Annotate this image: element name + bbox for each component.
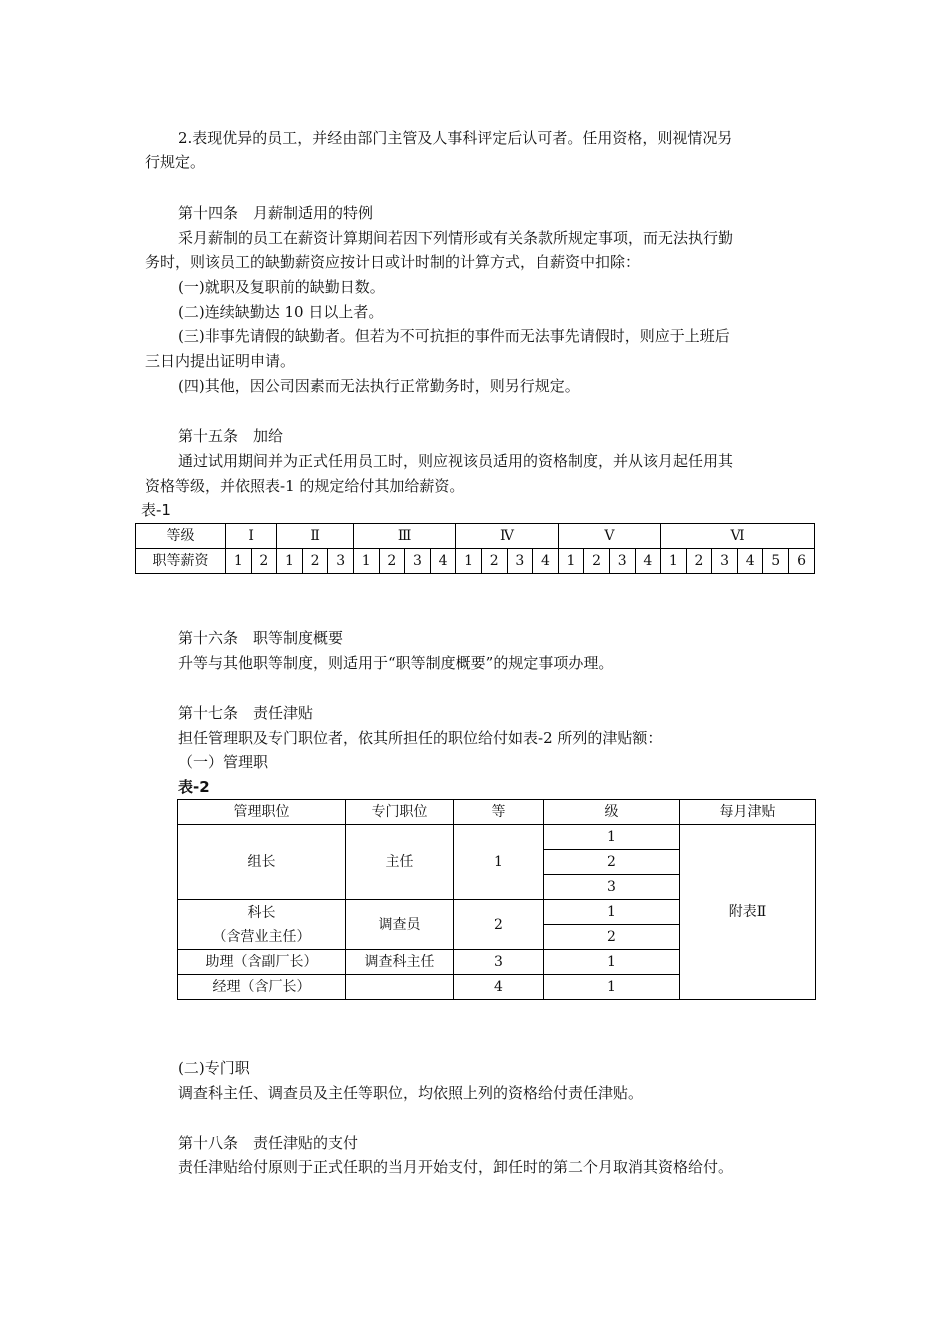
table-cell: 2	[584, 549, 610, 574]
table-cell: 3	[405, 549, 431, 574]
text-line: 责任津贴给付原则于正式任职的当月开始支付，卸任时的第二个月取消其资格给付。	[178, 1158, 734, 1176]
table-cell: 1	[226, 549, 252, 574]
table-cell: 4	[635, 549, 661, 574]
article-15-title: 第十五条 加给	[178, 427, 284, 445]
table-header: 级	[544, 800, 680, 825]
text-line: 担任管理职及专门职位者，依其所担任的职位给付如表-2 所列的津贴额：	[178, 729, 663, 747]
table-row	[136, 549, 815, 574]
table-row	[178, 825, 816, 850]
table-cell: 2	[686, 549, 712, 574]
table-cell: 1	[661, 549, 687, 574]
table-cell: 2	[544, 850, 680, 875]
table-cell: 1	[544, 950, 680, 975]
article-16-title: 第十六条 职等制度概要	[178, 629, 344, 647]
table-header: 专门职位	[346, 800, 454, 825]
table-cell: Ⅱ	[277, 524, 354, 549]
table-row	[136, 524, 815, 549]
table-row	[178, 800, 816, 825]
list-item: (四)其他，因公司因素而无法执行正常勤务时，则另行规定。	[178, 377, 580, 395]
grade-pay-table	[135, 523, 815, 574]
table-header: 每月津贴	[680, 800, 816, 825]
table-cell: 3	[454, 950, 544, 975]
article-14-title: 第十四条 月薪制适用的特例	[178, 204, 374, 222]
article-18-title: 第十八条 责任津贴的支付	[178, 1134, 359, 1152]
article-17-title: 第十七条 责任津贴	[178, 704, 314, 722]
table-cell: Ⅰ	[226, 524, 277, 549]
table-cell	[178, 900, 346, 950]
table-cell: 4	[430, 549, 456, 574]
text-line: 升等与其他职等制度，则适用于“职等制度概要”的规定事项办理。	[178, 654, 614, 672]
table-cell: 调查员	[346, 900, 454, 950]
table-cell: 3	[328, 549, 354, 574]
table-cell: 主任	[346, 825, 454, 900]
table-cell: 1	[544, 900, 680, 925]
table-cell: 1	[558, 549, 584, 574]
table-cell: 2	[302, 549, 328, 574]
table-cell	[346, 975, 454, 1000]
list-item: (三)非事先请假的缺勤者。但若为不可抗拒的事件而无法事先请假时，则应于上班后	[178, 327, 730, 345]
list-item: (一)就职及复职前的缺勤日数。	[178, 278, 385, 296]
table-cell: 6	[789, 549, 815, 574]
table-cell: 2	[481, 549, 507, 574]
table-cell: 2	[454, 900, 544, 950]
table-cell: 附表Ⅱ	[680, 825, 816, 1000]
table-cell: 职等薪资	[136, 549, 226, 574]
table-cell: 助理（含副厂长）	[178, 950, 346, 975]
table-cell: 5	[763, 549, 789, 574]
table-cell: 4	[533, 549, 559, 574]
table-cell: 1	[456, 549, 482, 574]
text-line: 调查科主任、调查员及主任等职位，均依照上列的资格给付责任津贴。	[178, 1084, 644, 1102]
table-cell: 1	[544, 975, 680, 1000]
table-2-caption: 表-2	[178, 778, 210, 796]
table-cell: 3	[712, 549, 738, 574]
table-cell: 等级	[136, 524, 226, 549]
table-cell: 组长	[178, 825, 346, 900]
list-item: (二)专门职	[178, 1059, 250, 1077]
table-cell: 1	[454, 825, 544, 900]
table-cell: 1	[544, 825, 680, 850]
table-cell: 2	[544, 925, 680, 950]
table-cell: 经理（含厂长）	[178, 975, 346, 1000]
table-cell: 4	[454, 975, 544, 1000]
table-cell: Ⅳ	[456, 524, 558, 549]
text-line: 行规定。	[145, 153, 206, 171]
table-cell: Ⅴ	[558, 524, 660, 549]
text-line: 2.表现优异的员工，并经由部门主管及人事科评定后认可者。任用资格，则视情况另	[178, 129, 733, 147]
text-line: 通过试用期间并为正式任用员工时，则应视该员适用的资格制度，并从该月起任用其	[178, 452, 734, 470]
cell-line: （含营业主任）	[212, 928, 311, 945]
table-header: 管理职位	[178, 800, 346, 825]
list-item: （一）管理职	[178, 753, 269, 771]
list-item: (二)连续缺勤达 10 日以上者。	[178, 303, 384, 321]
table-cell: Ⅵ	[661, 524, 815, 549]
text-line: 务时，则该员工的缺勤薪资应按计日或计时制的计算方式，自薪资中扣除：	[145, 253, 641, 271]
table-cell: 2	[379, 549, 405, 574]
allowance-table	[177, 799, 816, 1000]
cell-line: 科长	[247, 904, 276, 921]
table-cell: 2	[251, 549, 277, 574]
table-cell: 1	[277, 549, 303, 574]
table-cell: 4	[737, 549, 763, 574]
table-cell: 1	[353, 549, 379, 574]
text-line: 三日内提出证明申请。	[145, 352, 296, 370]
table-header: 等	[454, 800, 544, 825]
table-cell: 3	[507, 549, 533, 574]
text-line: 资格等级，并依照表-1 的规定给付其加给薪资。	[145, 477, 465, 495]
table-cell: 3	[609, 549, 635, 574]
table-cell: 3	[544, 875, 680, 900]
table-cell: 调查科主任	[346, 950, 454, 975]
table-cell: Ⅲ	[353, 524, 455, 549]
text-line: 采月薪制的员工在薪资计算期间若因下列情形或有关条款所规定事项，而无法执行勤	[178, 229, 734, 247]
table-1-caption: 表-1	[141, 501, 171, 519]
